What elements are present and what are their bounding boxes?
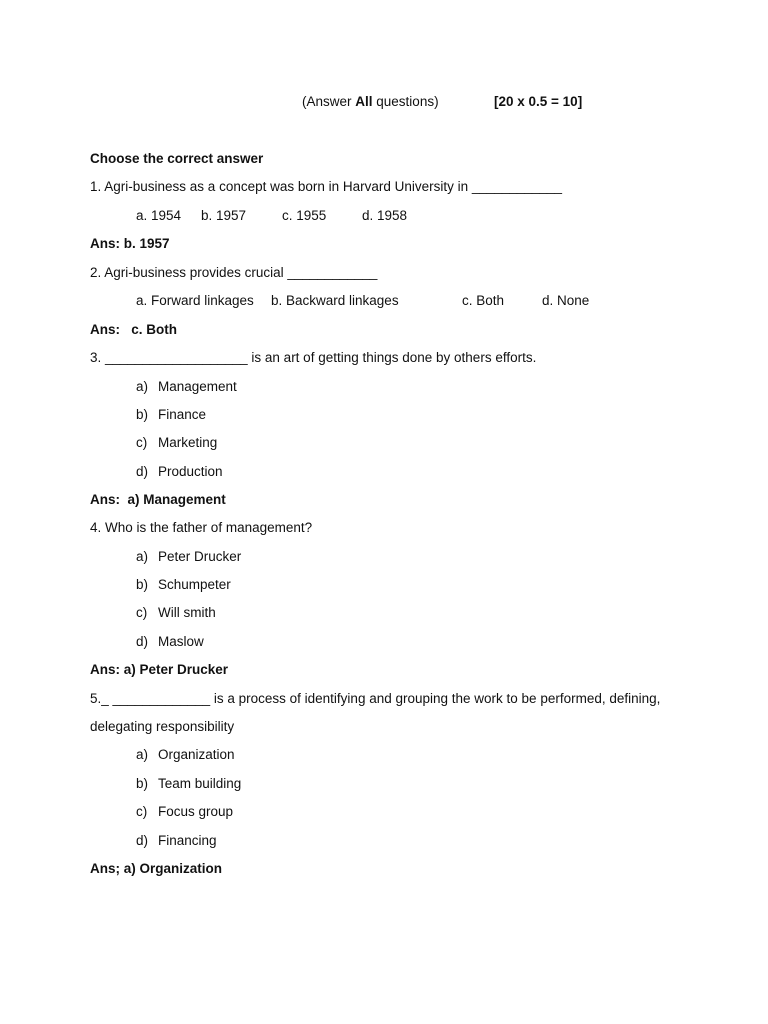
instructions	[302, 94, 439, 109]
q2-answer: Ans: c. Both	[90, 322, 177, 337]
option-label: d)	[136, 634, 149, 649]
instructions-bold: All	[355, 94, 373, 109]
question-2: 2. Agri-business provides crucial ____________	[90, 265, 378, 280]
option-text: Production	[158, 464, 223, 479]
marks-allocation: [20 x 0.5 = 10]	[494, 94, 583, 109]
option-label: c)	[136, 435, 148, 450]
option-label: b)	[136, 577, 149, 592]
option-text: Will smith	[158, 605, 216, 620]
q2-option-b: b. Backward linkages	[271, 293, 399, 308]
option-text: Marketing	[158, 435, 218, 450]
option-label: a)	[136, 747, 149, 762]
section-title: Choose the correct answer	[90, 151, 264, 166]
option-label: c)	[136, 605, 148, 620]
option-label: d)	[136, 464, 149, 479]
option-text: Financing	[158, 833, 217, 848]
option-text: Focus group	[158, 804, 234, 819]
question-4: 4. Who is the father of management?	[90, 520, 313, 535]
option-label: b)	[136, 407, 149, 422]
option-text: Peter Drucker	[158, 549, 242, 564]
option-label: a)	[136, 549, 149, 564]
question-5-line-2: delegating responsibility	[90, 719, 235, 734]
q1-option-d: d. 1958	[362, 208, 408, 223]
q1-option-b: b. 1957	[201, 208, 247, 223]
q1-answer: Ans: b. 1957	[90, 236, 170, 251]
option-text: Finance	[158, 407, 207, 422]
q2-option-a: a. Forward linkages	[136, 293, 254, 308]
instructions-prefix: (Answer	[302, 94, 356, 109]
option-label: d)	[136, 833, 149, 848]
option-text: Schumpeter	[158, 577, 231, 592]
option-text: Maslow	[158, 634, 204, 649]
option-label: c)	[136, 804, 148, 819]
option-text: Management	[158, 379, 237, 394]
q3-answer: Ans: a) Management	[90, 492, 226, 507]
q5-answer: Ans; a) Organization	[90, 861, 223, 876]
q2-option-c: c. Both	[462, 293, 505, 308]
option-label: a)	[136, 379, 149, 394]
option-label: b)	[136, 776, 149, 791]
question-3: 3. ___________________ is an art of getting things done by others efforts.	[90, 350, 537, 365]
q1-option-c: c. 1955	[282, 208, 327, 223]
option-text: Team building	[158, 776, 242, 791]
question-5-line-1: 5._ _____________ is a process of identifying and grouping the work to be performed, defining,	[90, 691, 661, 706]
q1-option-a: a. 1954	[136, 208, 182, 223]
option-text: Organization	[158, 747, 235, 762]
question-1: 1. Agri-business as a concept was born in Harvard University in ____________	[90, 179, 563, 194]
q2-option-d: d. None	[542, 293, 590, 308]
instructions-suffix: questions)	[372, 94, 439, 109]
q4-answer: Ans: a) Peter Drucker	[90, 662, 229, 677]
